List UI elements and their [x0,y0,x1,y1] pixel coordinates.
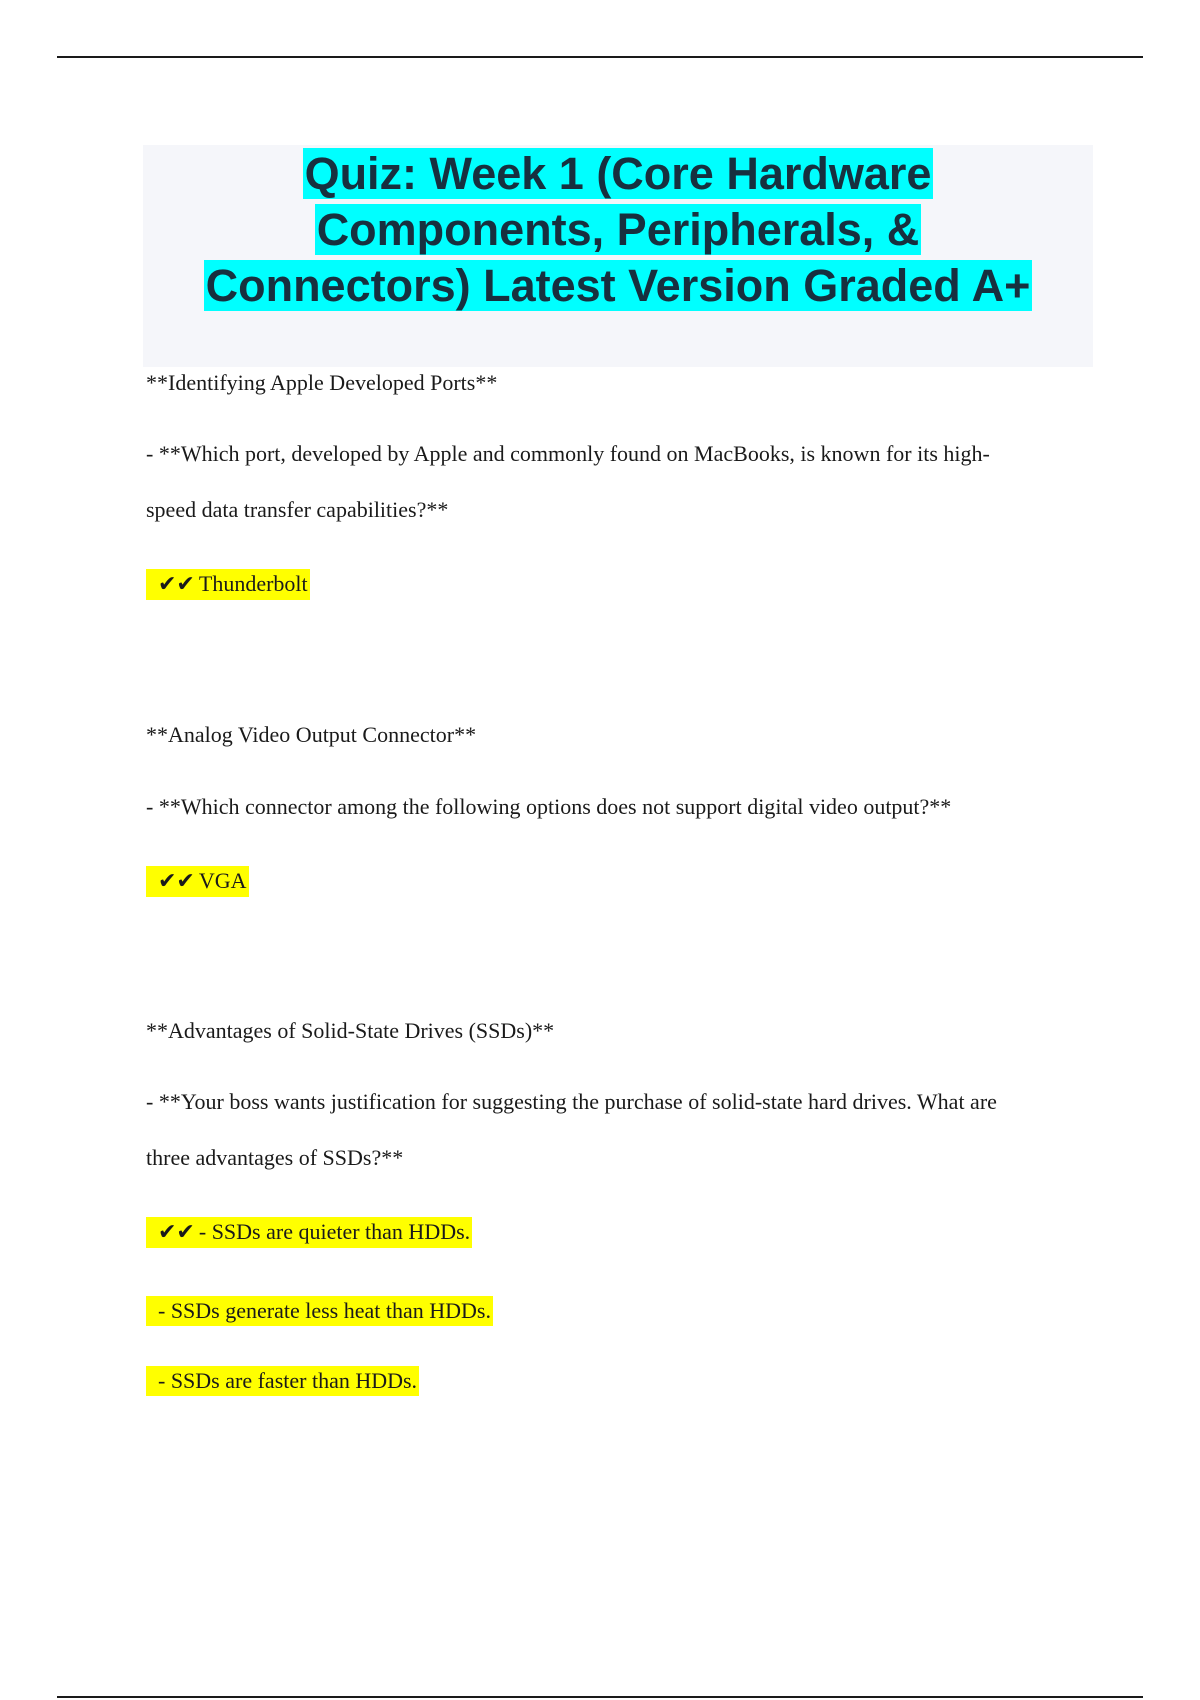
top-rule [57,56,1143,58]
question-1-heading: **Identifying Apple Developed Ports** [146,370,498,395]
question-3-text-line-1: - **Your boss wants justification for suggesting the purchase of solid-state hard drives. What are [146,1089,997,1114]
check-mark-icon: ✔✔ [158,572,195,597]
question-1-answer [146,569,310,600]
title-line-1: Quiz: Week 1 (Core Hardware [304,148,932,199]
answer-text: - SSDs are quieter than HDDs. [198,1219,471,1244]
question-3-answer-2: - SSDs generate less heat than HDDs. [146,1296,493,1326]
question-2-heading: **Analog Video Output Connector** [146,722,477,747]
check-mark-icon: ✔✔ [158,1220,195,1245]
question-1-text-line-1: - **Which port, developed by Apple and commonly found on MacBooks, is known for its high- [146,441,990,466]
question-3-text-line-2: three advantages of SSDs?** [146,1145,404,1170]
question-3-heading: **Advantages of Solid-State Drives (SSDs)** [146,1018,555,1043]
document-title [143,146,1093,314]
check-mark-icon: ✔✔ [158,869,195,894]
question-3-answer-3: - SSDs are faster than HDDs. [146,1366,419,1396]
question-1-text-line-2: speed data transfer capabilities?** [146,497,449,522]
title-line-3: Connectors) Latest Version Graded A+ [205,260,1031,311]
question-3-answer-1 [146,1217,472,1248]
answer-text: VGA [198,868,247,893]
title-line-2: Components, Peripherals, & [316,204,920,255]
bottom-rule [57,1696,1143,1698]
question-2-text-line-1: - **Which connector among the following options does not support digital video output?** [146,794,952,819]
question-2-answer [146,866,249,897]
answer-text: Thunderbolt [198,571,308,596]
